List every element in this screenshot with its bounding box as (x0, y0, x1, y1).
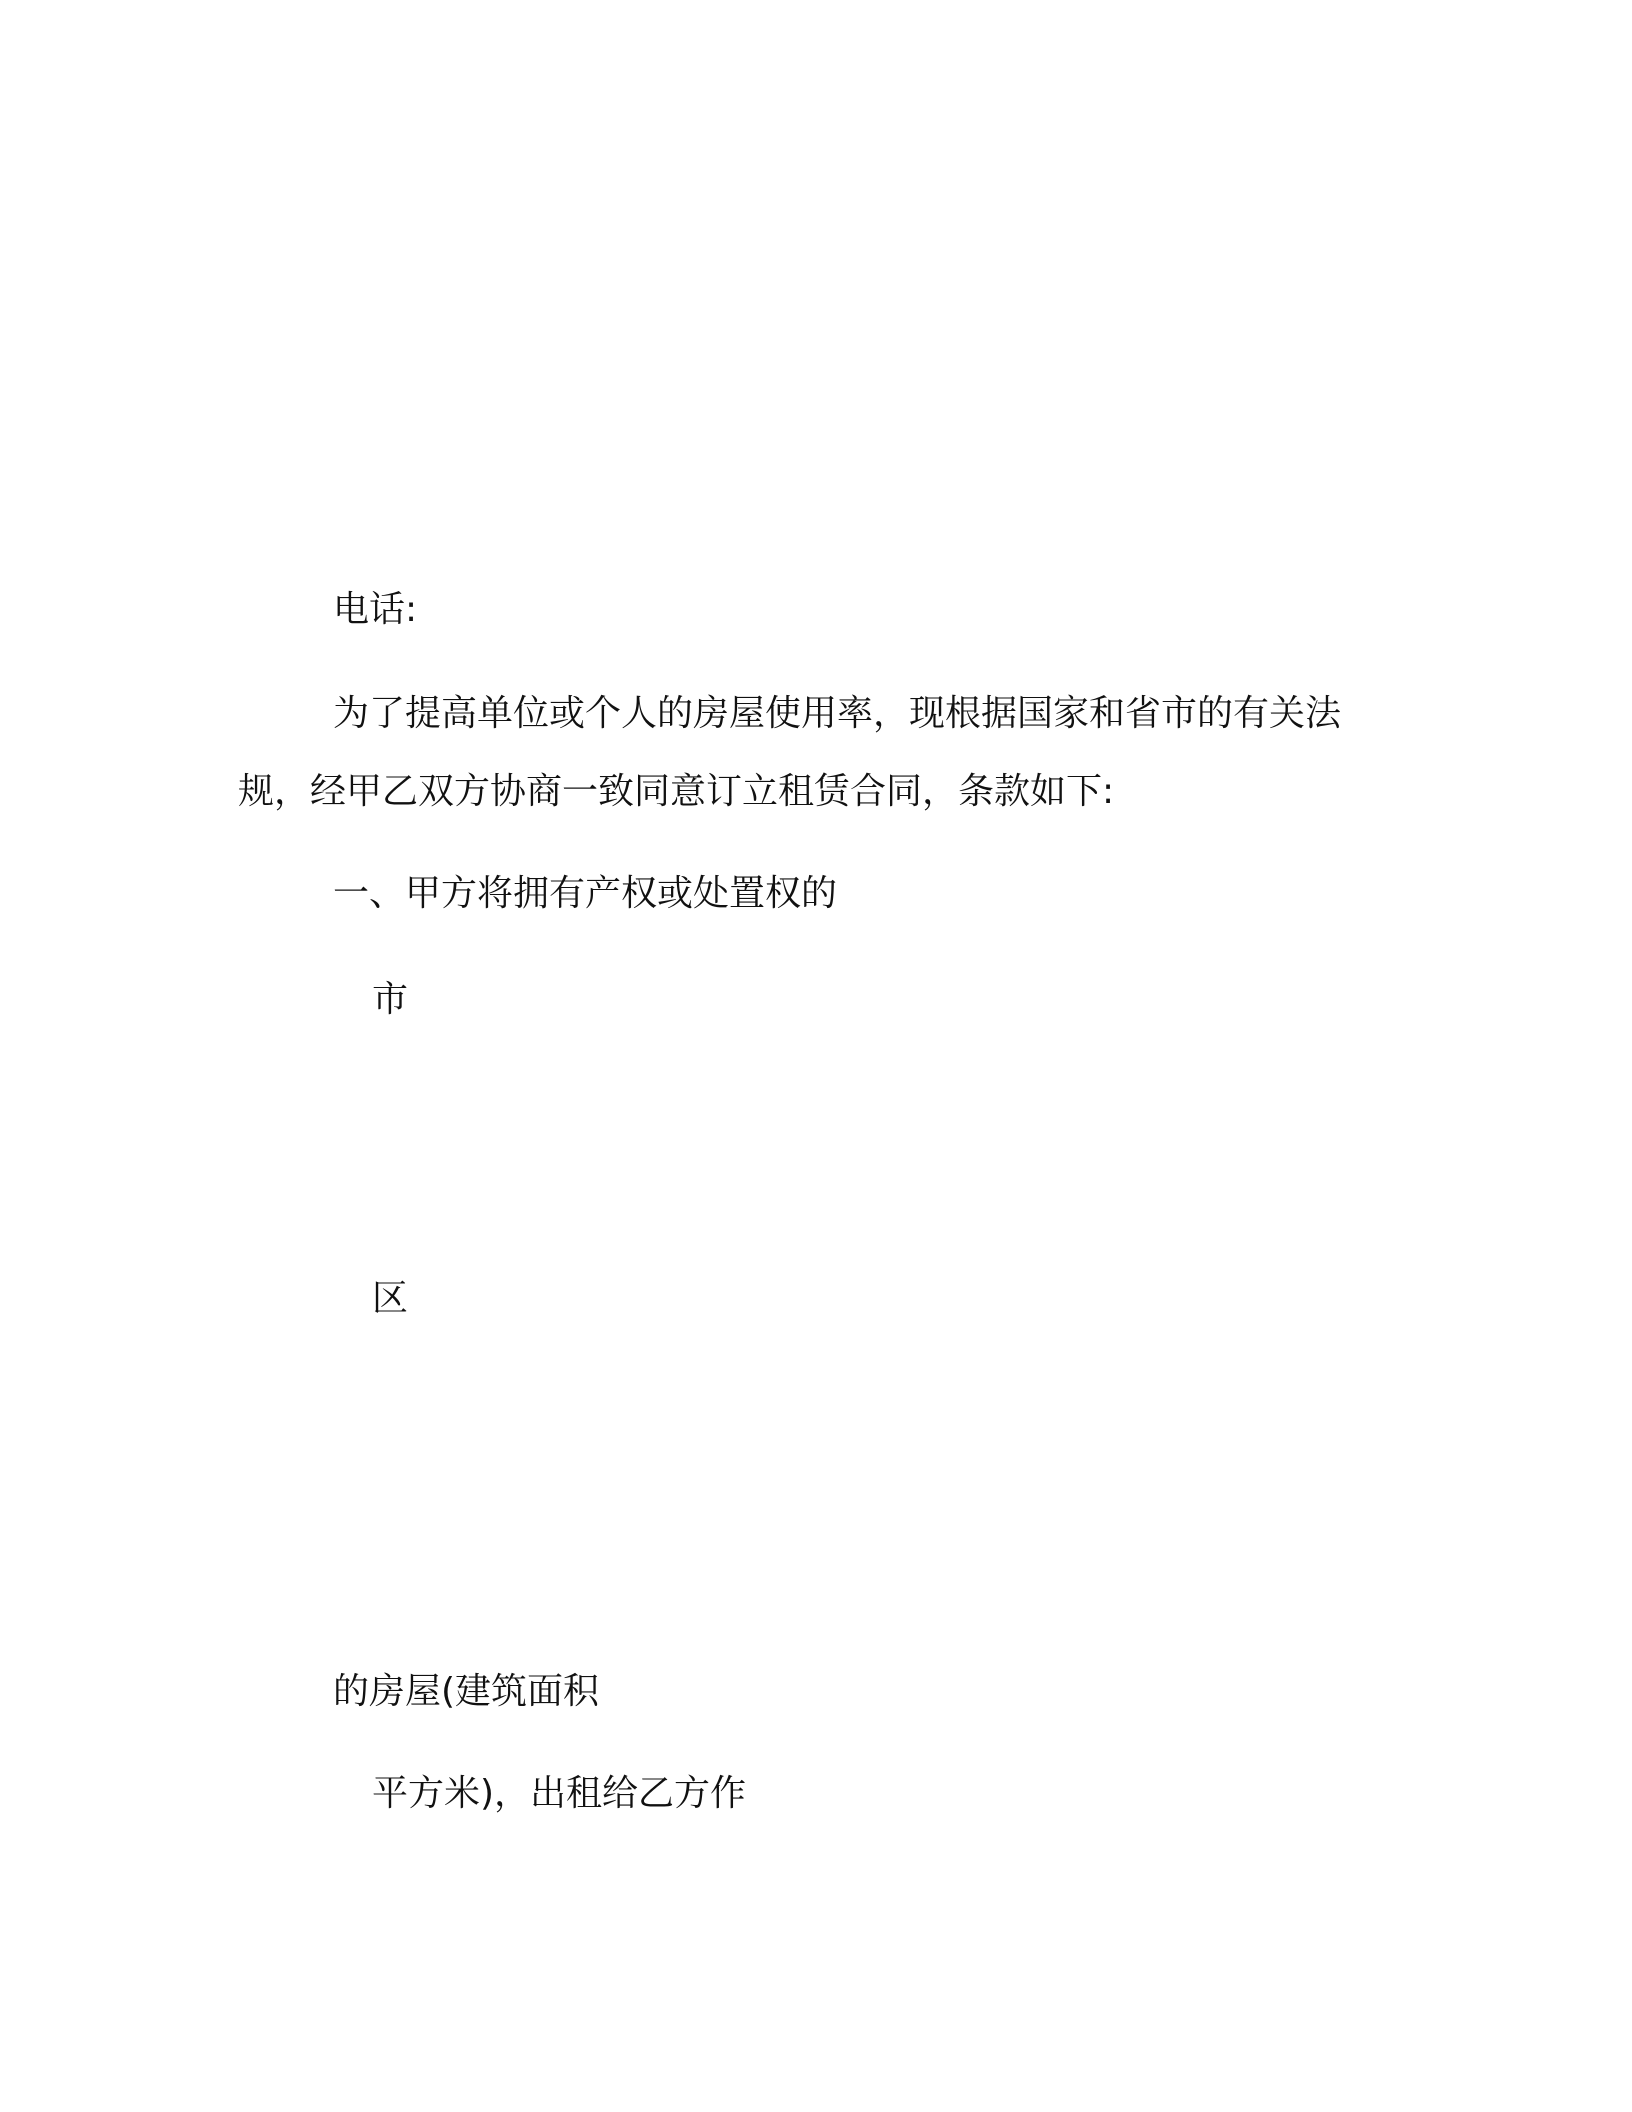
district-field-label: 区 (372, 1278, 409, 1319)
phone-label: 电话: (333, 589, 418, 630)
house-area-label: 的房屋(建筑面积 (333, 1671, 600, 1712)
area-unit-rent-text: 平方米)，出租给乙方作 (372, 1773, 747, 1814)
city-field-label: 市 (372, 979, 409, 1020)
clause-1-heading: 一、甲方将拥有产权或处置权的 (333, 873, 838, 914)
intro-paragraph-line-1: 为了提高单位或个人的房屋使用率，现根据国家和省市的有关法 (333, 693, 1342, 734)
intro-paragraph-line-2: 规，经甲乙双方协商一致同意订立租赁合同，条款如下: (238, 771, 1115, 812)
